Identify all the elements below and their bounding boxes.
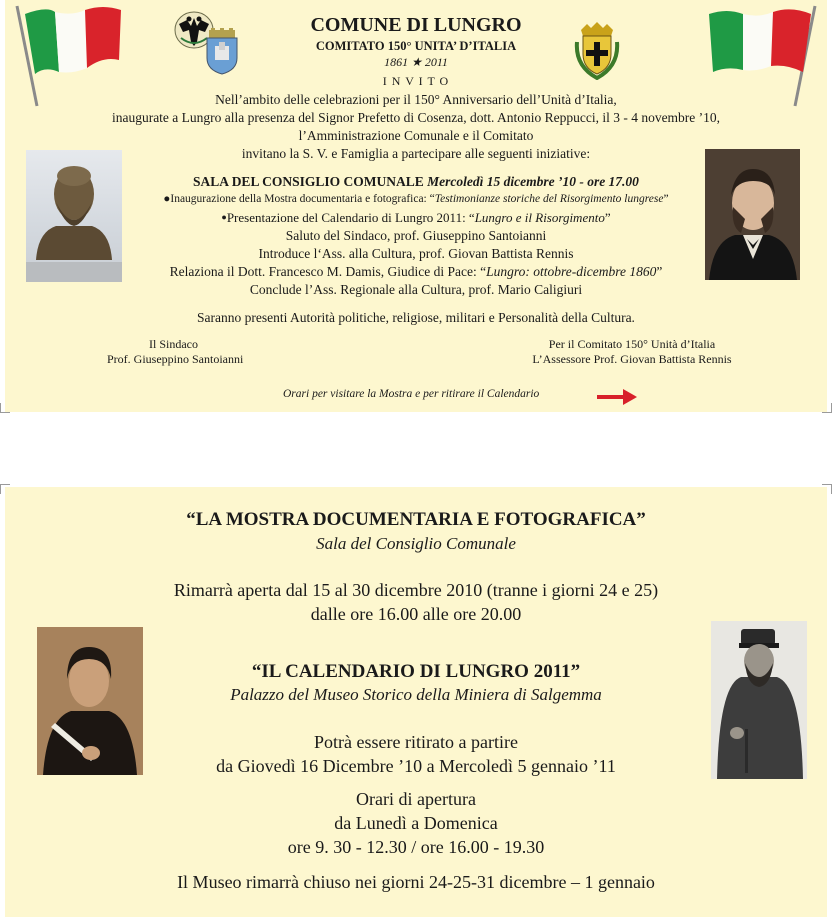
footer-note: Orari per visitare la Mostra e per ritirare il Calendario (283, 388, 540, 400)
closure-notice: Il Museo rimarrà chiuso nei giorni 24-25-31 dicembre – 1 gennaio (177, 872, 655, 892)
intro-line-4: invitano la S. V. e Famiglia a partecipare alle seguenti iniziative: (241, 146, 591, 161)
invitation-label: I N V I T O (382, 74, 450, 88)
info-card (5, 487, 827, 917)
exhibition-heading: “LA MOSTRA DOCUMENTARIA E FOTOGRAFICA” (186, 509, 646, 530)
venue-name: SALA DEL CONSIGLIO COMUNALE (193, 174, 424, 189)
committee-subtitle: COMITATO 150° UNITA’ D’ITALIA (315, 39, 517, 53)
invitation-card (5, 0, 827, 412)
program-introduction: Introduce l‘Ass. alla Cultura, prof. Giovan Battista Rennis (258, 246, 574, 261)
municipality-title: COMUNE DI LUNGRO (310, 14, 522, 36)
intro-line-2: inaugurate a Lungro alla presenza del Signor Prefetto di Cosenza, dott. Antonio Reppucci, il 3 - 4 novembre ’10, (111, 110, 721, 125)
opening-days: da Lunedì a Domenica (334, 813, 498, 833)
exhibition-hours: dalle ore 16.00 alle ore 20.00 (310, 604, 522, 624)
venue-line (5, 174, 827, 190)
signature-committee (517, 337, 747, 367)
signature-mayor (107, 337, 307, 367)
pickup-start: Potrà essere ritirato a partire (314, 732, 518, 752)
program-report: Relaziona il Dott. Francesco M. Damis, Giudice di Pace: “Lungro: ottobre-dicembre 1860” (169, 264, 663, 279)
pickup-period: da Giovedì 16 Dicembre ’10 a Mercoledì 5 gennaio ’11 (216, 756, 616, 776)
calendar-title: Lungro e il Risorgimento (474, 210, 605, 225)
mayor-name: Prof. Giuseppino Santoianni (107, 352, 244, 366)
opening-times: ore 9. 30 - 12.30 / ore 16.00 - 19.30 (287, 837, 545, 857)
arrow-right-icon (597, 389, 637, 405)
intro-line-3: l’Amministrazione Comunale e il Comitato (298, 128, 534, 143)
program-item-calendar: ●Presentazione del Calendario di Lungro 2011: “Lungro e il Risorgimento” (221, 210, 611, 225)
anniversary-years: 1861 ★ 2011 (384, 55, 448, 69)
exhibition-dates: Rimarrà aperta dal 15 al 30 dicembre 2010 (tranne i giorni 24 e 25) (173, 580, 659, 600)
calendar-location: Palazzo del Museo Storico della Miniera di Salgemma (230, 685, 602, 704)
program-greeting: Saluto del Sindaco, prof. Giuseppino Santoianni (285, 228, 547, 243)
assessor-name: L’Assessore Prof. Giovan Battista Rennis (532, 352, 732, 366)
authorities-note: Saranno presenti Autorità politiche, religiose, militari e Personalità della Cultura. (197, 310, 635, 325)
intro-line-1: Nell’ambito delle celebrazioni per il 150° Anniversario dell’Unità d’Italia, (215, 92, 617, 107)
opening-hours-label: Orari di apertura (356, 789, 476, 809)
calendar-heading: “IL CALENDARIO DI LUNGRO 2011” (251, 661, 581, 682)
program-conclusion: Conclude l’Ass. Regionale alla Cultura, prof. Mario Caligiuri (249, 282, 583, 297)
exhibition-location: Sala del Consiglio Comunale (316, 534, 516, 553)
venue-date: Mercoledì 15 dicembre ’10 - ore 17.00 (427, 174, 639, 189)
program-item-exhibition: ●Inaugurazione della Mostra documentaria e fotografica: “Testimonianze storiche del Risorgimento lungrese” (163, 193, 669, 205)
mayor-role: Il Sindaco (149, 337, 198, 351)
report-title: Lungro: ottobre-dicembre 1860 (486, 264, 657, 279)
exhibition-title: Testimonianze storiche del Risorgimento lungrese (434, 193, 664, 205)
committee-role: Per il Comitato 150° Unità d’Italia (548, 337, 716, 351)
